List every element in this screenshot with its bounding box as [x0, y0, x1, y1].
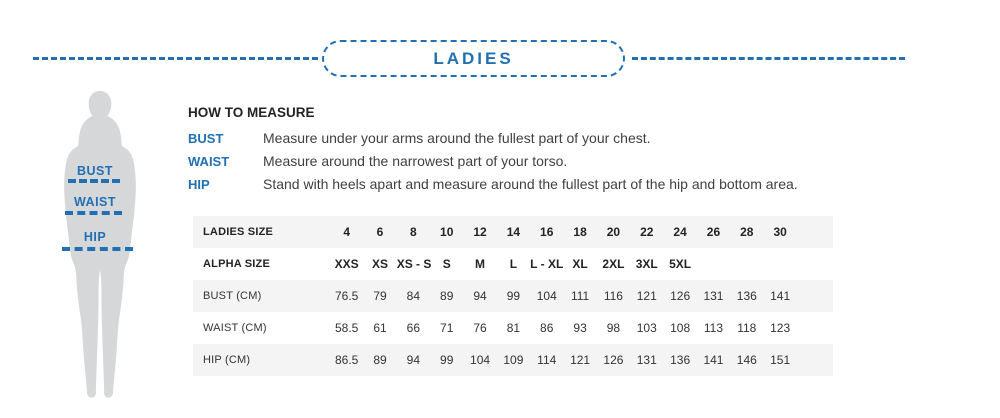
- size-table-cell: XS - S: [396, 257, 432, 271]
- figure-bust-line: [68, 179, 120, 183]
- size-table-cell: 113: [703, 321, 724, 335]
- size-table-row-label: HIP (CM): [203, 354, 251, 366]
- size-table-row-label: BUST (CM): [203, 290, 262, 302]
- measure-row-text: Measure under your arms around the fullest part of your chest.: [263, 130, 651, 146]
- size-table-cell: XS: [372, 257, 389, 271]
- size-table-cell: 58.5: [334, 321, 359, 335]
- size-table-cell: 111: [570, 289, 590, 303]
- size-table-cell: 14: [506, 225, 521, 239]
- size-table-cell: 81: [506, 321, 521, 335]
- size-table-cell: 126: [603, 353, 624, 367]
- size-table-cell: 136: [670, 353, 691, 367]
- size-table-cell: [763, 257, 796, 271]
- figure-hip-label: HIP: [83, 230, 107, 244]
- size-table-cell: 104: [536, 289, 557, 303]
- size-table-cell: 121: [570, 353, 591, 367]
- measure-row-text: Measure around the narrowest part of your torso.: [263, 153, 568, 169]
- size-table-cell: 151: [770, 353, 791, 367]
- size-table-cell: [697, 257, 730, 271]
- size-table: [193, 216, 833, 376]
- size-table-cell: 89: [373, 353, 387, 367]
- measure-row-label: WAIST: [188, 154, 230, 169]
- size-table-cell: 3XL: [635, 257, 658, 271]
- measurement-figure: [50, 88, 150, 400]
- page-title: LADIES: [433, 48, 514, 68]
- size-table-cell: 66: [406, 321, 421, 335]
- figure-bust-label: BUST: [76, 164, 114, 178]
- size-table-cell: 26: [706, 225, 721, 239]
- size-table-cell: 118: [737, 321, 757, 335]
- size-table-cell: 93: [573, 321, 587, 335]
- size-table-cell: 6: [376, 225, 384, 239]
- size-table-cell: 76: [473, 321, 487, 335]
- size-table-cell: 104: [470, 353, 491, 367]
- size-table-cell: 99: [506, 289, 521, 303]
- size-table-cell: 108: [670, 321, 691, 335]
- size-table-cell: [730, 257, 763, 271]
- size-table-cell: XXS: [334, 257, 359, 271]
- measure-row-waist: [188, 150, 868, 173]
- size-table-cell: 8: [410, 225, 417, 239]
- size-table-cell: 136: [736, 289, 757, 303]
- size-table-cell: M: [475, 257, 486, 271]
- woman-silhouette-graphic: [50, 88, 150, 400]
- size-table-row: [193, 280, 833, 312]
- size-table-cell: 141: [770, 289, 791, 303]
- size-table-cell: 146: [736, 353, 757, 367]
- measure-row-label: HIP: [188, 177, 210, 192]
- size-table-cell: 28: [740, 225, 754, 239]
- size-table-cell: 2XL: [602, 257, 625, 271]
- measure-row-text: Stand with heels apart and measure around the fullest part of the hip and bottom area.: [263, 176, 798, 192]
- size-table-row: [193, 344, 833, 376]
- size-table-cell: 18: [573, 225, 587, 239]
- size-table-cell: 131: [636, 353, 657, 367]
- how-to-measure-section: [188, 105, 868, 196]
- size-table-cell: 126: [670, 289, 691, 303]
- figure-waist-line: [65, 211, 122, 215]
- size-table-cell: S: [442, 257, 451, 271]
- size-table-cell: 103: [636, 321, 657, 335]
- measure-row-label: BUST: [188, 131, 224, 146]
- header-dash-left: [33, 57, 318, 60]
- size-table-cell: 131: [703, 289, 724, 303]
- size-table-cell: 16: [540, 225, 554, 239]
- measure-row-bust: [188, 127, 868, 150]
- size-table-cell: 89: [440, 289, 454, 303]
- size-table-cell: 5XL: [669, 257, 692, 271]
- size-table-row-label: ALPHA SIZE: [203, 258, 270, 270]
- size-table-cell: 71: [440, 321, 454, 335]
- size-table-cell: 4: [343, 225, 351, 239]
- size-table-cell: 22: [640, 225, 654, 239]
- size-table-cell: 94: [406, 353, 421, 367]
- header-dash-right: [632, 57, 905, 60]
- size-table-row-label: LADIES SIZE: [203, 226, 274, 238]
- size-table-cell: 123: [770, 321, 791, 335]
- size-table-cell: 141: [703, 353, 724, 367]
- size-table-cell: 86.5: [334, 353, 359, 367]
- size-table-row-label: WAIST (CM): [203, 322, 267, 334]
- measure-row-hip: [188, 173, 868, 196]
- size-table-cell: 20: [606, 225, 621, 239]
- size-table-cell: 30: [773, 225, 787, 239]
- size-table-cell: L - XL: [530, 257, 564, 271]
- figure-hip-line: [62, 247, 133, 251]
- size-table-cell: 94: [473, 289, 487, 303]
- size-table-cell: 10: [440, 225, 454, 239]
- size-table-row-values: [330, 289, 797, 303]
- size-table-cell: 76.5: [334, 289, 359, 303]
- size-table-cell: 99: [440, 353, 454, 367]
- size-table-cell: 121: [636, 289, 657, 303]
- size-table-cell: 84: [406, 289, 421, 303]
- size-table-cell: 98: [606, 321, 621, 335]
- size-table-cell: L: [509, 257, 518, 271]
- size-table-cell: XL: [572, 257, 588, 271]
- size-table-row-values: [330, 257, 797, 271]
- size-table-row-values: [330, 321, 797, 335]
- figure-waist-label: WAIST: [73, 195, 117, 209]
- how-to-measure-title: HOW TO MEASURE: [188, 105, 315, 120]
- size-table-row-values: [330, 225, 797, 239]
- size-table-cell: 12: [473, 225, 487, 239]
- ladies-title-pill: [322, 40, 625, 77]
- size-table-cell: 116: [603, 289, 623, 303]
- size-table-cell: 109: [503, 353, 524, 367]
- size-table-cell: 86: [540, 321, 554, 335]
- size-table-cell: 79: [373, 289, 387, 303]
- size-table-row: [193, 216, 833, 248]
- size-table-cell: 24: [673, 225, 687, 239]
- size-table-cell: 61: [373, 321, 387, 335]
- size-table-row: [193, 312, 833, 344]
- size-table-cell: 114: [537, 353, 557, 367]
- size-table-row: [193, 248, 833, 280]
- size-table-row-values: [330, 353, 797, 367]
